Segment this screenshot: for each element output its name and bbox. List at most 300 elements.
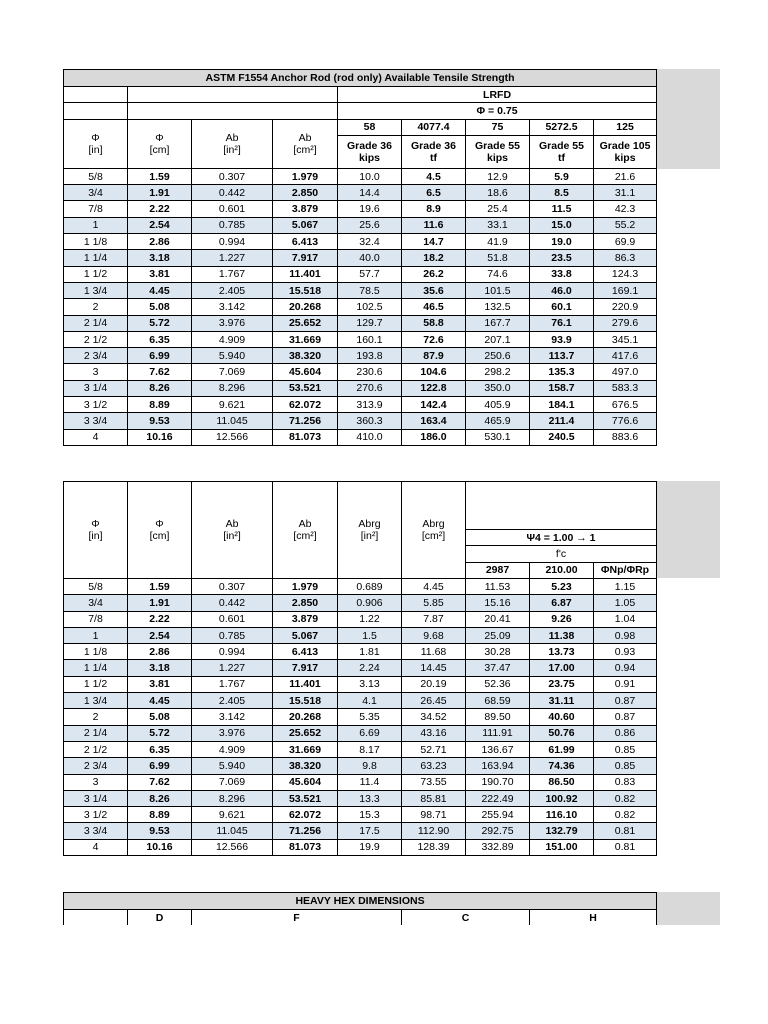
table-cell: 5.35	[338, 709, 402, 725]
table-cell: 102.5	[338, 299, 402, 315]
table-cell: 68.59	[466, 693, 530, 709]
table-cell: 4.1	[338, 693, 402, 709]
table-cell: 6.413	[273, 234, 338, 250]
table-cell: 21.6	[594, 168, 657, 184]
table-cell: 31.1	[594, 185, 657, 201]
table-cell: 52.71	[402, 741, 466, 757]
table-cell: 10.16	[128, 839, 192, 855]
table-cell: 1.04	[594, 611, 657, 627]
table-row	[64, 595, 657, 611]
table-cell: 0.86	[594, 725, 657, 741]
table-cell: 4	[64, 839, 128, 855]
table-row	[64, 380, 657, 396]
table-cell: 116.10	[530, 807, 594, 823]
table-cell: 1	[64, 627, 128, 643]
table-cell: 52.36	[466, 676, 530, 692]
bearing-table	[63, 481, 657, 856]
table-cell: 45.604	[273, 364, 338, 380]
table-cell: 58.8	[402, 315, 466, 331]
table-row	[64, 725, 657, 741]
empty-cell	[64, 910, 128, 926]
table-cell: 8.296	[192, 380, 273, 396]
table-cell: 0.91	[594, 676, 657, 692]
table-cell: 2.850	[273, 185, 338, 201]
table-cell: 417.6	[594, 348, 657, 364]
table-cell: 6.35	[128, 331, 192, 347]
empty-cell	[466, 482, 657, 516]
table-cell: 7.62	[128, 364, 192, 380]
table-cell: 31.669	[273, 331, 338, 347]
table-cell: 4.909	[192, 741, 273, 757]
table-cell: 122.8	[402, 380, 466, 396]
sub-head: 2987	[466, 562, 530, 578]
table-cell: 69.9	[594, 234, 657, 250]
table-cell: 7.069	[192, 774, 273, 790]
table-row	[64, 217, 657, 233]
table-row	[64, 823, 657, 839]
table-cell: 132.79	[530, 823, 594, 839]
table-cell: 25.6	[338, 217, 402, 233]
table-cell: 25.09	[466, 627, 530, 643]
table-cell: 332.89	[466, 839, 530, 855]
table-cell: 1.15	[594, 579, 657, 595]
grade-head: Grade 55 kips	[466, 135, 530, 168]
table-cell: 5.940	[192, 348, 273, 364]
table-cell: 31.669	[273, 741, 338, 757]
table-cell: 18.6	[466, 185, 530, 201]
table-cell: 2 1/2	[64, 331, 128, 347]
head-diam-cm: Φ [cm]	[128, 119, 192, 168]
table-cell: 193.8	[338, 348, 402, 364]
table-cell: 1.227	[192, 660, 273, 676]
empty-cell	[466, 515, 657, 530]
table-cell: 8.17	[338, 741, 402, 757]
table-cell: 0.82	[594, 790, 657, 806]
table-cell: 2 1/4	[64, 725, 128, 741]
table-cell: 17.00	[530, 660, 594, 676]
table-row	[64, 774, 657, 790]
table-cell: 85.81	[402, 790, 466, 806]
sub-head: ΦNp/ΦRp	[594, 562, 657, 578]
head-abrg-cm2: Abrg [cm²]	[402, 482, 466, 579]
table-cell: 1.91	[128, 595, 192, 611]
table-cell: 11.53	[466, 579, 530, 595]
table-cell: 7.917	[273, 250, 338, 266]
table-cell: 1 1/2	[64, 676, 128, 692]
table-cell: 1 3/4	[64, 282, 128, 298]
table-cell: 3 3/4	[64, 823, 128, 839]
table-cell: 8.26	[128, 790, 192, 806]
table-cell: 7/8	[64, 611, 128, 627]
table-cell: 104.6	[402, 364, 466, 380]
table-cell: 465.9	[466, 413, 530, 429]
bearing-table-wrap	[63, 481, 656, 856]
table-cell: 61.99	[530, 741, 594, 757]
table-cell: 0.83	[594, 774, 657, 790]
table-cell: 3/4	[64, 595, 128, 611]
tensile-strength-table	[63, 69, 657, 446]
table-cell: 1.81	[338, 644, 402, 660]
table-cell: 345.1	[594, 331, 657, 347]
table-cell: 40.0	[338, 250, 402, 266]
table-cell: 186.0	[402, 429, 466, 445]
table-cell: 313.9	[338, 397, 402, 413]
table-cell: 7.069	[192, 364, 273, 380]
table-row	[64, 348, 657, 364]
col-head-h: H	[530, 910, 657, 926]
table-row	[64, 331, 657, 347]
table-cell: 4	[64, 429, 128, 445]
table-cell: 2.86	[128, 234, 192, 250]
table-cell: 1.979	[273, 168, 338, 184]
table-cell: 6.87	[530, 595, 594, 611]
table-cell: 4.909	[192, 331, 273, 347]
table-cell: 111.91	[466, 725, 530, 741]
table-cell: 1 1/8	[64, 644, 128, 660]
table-cell: 34.52	[402, 709, 466, 725]
table-cell: 270.6	[338, 380, 402, 396]
table-cell: 1 3/4	[64, 693, 128, 709]
table-cell: 3.142	[192, 299, 273, 315]
table-cell: 89.50	[466, 709, 530, 725]
table-cell: 18.2	[402, 250, 466, 266]
table-cell: 128.39	[402, 839, 466, 855]
table-cell: 0.81	[594, 823, 657, 839]
table-cell: 15.518	[273, 282, 338, 298]
table-cell: 11.6	[402, 217, 466, 233]
table-cell: 1.767	[192, 266, 273, 282]
table2-body	[64, 579, 657, 856]
table-cell: 86.50	[530, 774, 594, 790]
table-cell: 30.28	[466, 644, 530, 660]
table-row	[64, 790, 657, 806]
table-cell: 1.05	[594, 595, 657, 611]
table-cell: 0.81	[594, 839, 657, 855]
head-ab-in2: Ab [in²]	[192, 119, 273, 168]
table-cell: 1.767	[192, 676, 273, 692]
table-cell: 100.92	[530, 790, 594, 806]
table-cell: 15.3	[338, 807, 402, 823]
table-cell: 5.9	[530, 168, 594, 184]
table-cell: 2.54	[128, 627, 192, 643]
table-cell: 0.442	[192, 185, 273, 201]
table-cell: 86.3	[594, 250, 657, 266]
table-cell: 3.879	[273, 201, 338, 217]
table-cell: 2.86	[128, 644, 192, 660]
table-cell: 2.54	[128, 217, 192, 233]
table-cell: 0.689	[338, 579, 402, 595]
table-row	[64, 234, 657, 250]
table-cell: 11.38	[530, 627, 594, 643]
table-cell: 60.1	[530, 299, 594, 315]
table-cell: 583.3	[594, 380, 657, 396]
table-cell: 7.62	[128, 774, 192, 790]
top-val: 75	[466, 119, 530, 135]
table-cell: 0.307	[192, 579, 273, 595]
table-row	[64, 660, 657, 676]
table-row	[64, 250, 657, 266]
table-cell: 45.604	[273, 774, 338, 790]
table1-title: ASTM F1554 Anchor Rod (rod only) Available Tensile Strength	[64, 70, 657, 87]
table-row	[64, 693, 657, 709]
table-cell: 292.75	[466, 823, 530, 839]
table-cell: 360.3	[338, 413, 402, 429]
grade-head: Grade 105 kips	[594, 135, 657, 168]
table-cell: 15.518	[273, 693, 338, 709]
table-cell: 42.3	[594, 201, 657, 217]
table-cell: 2.405	[192, 693, 273, 709]
table-cell: 38.320	[273, 758, 338, 774]
table-cell: 19.0	[530, 234, 594, 250]
table-cell: 62.072	[273, 397, 338, 413]
table-row	[64, 168, 657, 184]
table-cell: 15.16	[466, 595, 530, 611]
method-label: LRFD	[338, 87, 657, 103]
table3-title: HEAVY HEX DIMENSIONS	[64, 893, 657, 910]
head-ab-in2: Ab [in²]	[192, 482, 273, 579]
table-cell: 11.401	[273, 676, 338, 692]
table-row	[64, 611, 657, 627]
table-cell: 93.9	[530, 331, 594, 347]
table-cell: 72.6	[402, 331, 466, 347]
table-cell: 25.652	[273, 315, 338, 331]
table-cell: 25.4	[466, 201, 530, 217]
table-cell: 3.976	[192, 315, 273, 331]
table-cell: 53.521	[273, 790, 338, 806]
fc-label: f'c	[466, 546, 657, 562]
table-cell: 6.35	[128, 741, 192, 757]
table-cell: 74.36	[530, 758, 594, 774]
table-cell: 279.6	[594, 315, 657, 331]
table-cell: 3 1/2	[64, 397, 128, 413]
table-cell: 167.7	[466, 315, 530, 331]
table-cell: 530.1	[466, 429, 530, 445]
table-cell: 7.917	[273, 660, 338, 676]
table-cell: 8.89	[128, 397, 192, 413]
table-cell: 0.601	[192, 201, 273, 217]
table-cell: 3 1/2	[64, 807, 128, 823]
table-cell: 113.7	[530, 348, 594, 364]
table-cell: 14.45	[402, 660, 466, 676]
table-row	[64, 185, 657, 201]
table-cell: 20.268	[273, 709, 338, 725]
table-cell: 676.5	[594, 397, 657, 413]
head-abrg-in2: Abrg [in²]	[338, 482, 402, 579]
table-row	[64, 627, 657, 643]
table-cell: 1.22	[338, 611, 402, 627]
table-cell: 76.1	[530, 315, 594, 331]
table-cell: 14.7	[402, 234, 466, 250]
table-cell: 9.621	[192, 807, 273, 823]
col-head-d: D	[128, 910, 192, 926]
table-cell: 5.08	[128, 709, 192, 725]
table-row	[64, 397, 657, 413]
table-cell: 3	[64, 774, 128, 790]
table-row	[64, 676, 657, 692]
table-cell: 23.5	[530, 250, 594, 266]
table-cell: 135.3	[530, 364, 594, 380]
table-cell: 71.256	[273, 823, 338, 839]
table-cell: 6.5	[402, 185, 466, 201]
table-cell: 4.45	[128, 693, 192, 709]
table-cell: 129.7	[338, 315, 402, 331]
table-cell: 2 3/4	[64, 348, 128, 364]
table-cell: 2	[64, 299, 128, 315]
table-cell: 1.59	[128, 579, 192, 595]
table-cell: 13.3	[338, 790, 402, 806]
table-cell: 5/8	[64, 168, 128, 184]
table-cell: 8.5	[530, 185, 594, 201]
table-cell: 87.9	[402, 348, 466, 364]
table-cell: 11.4	[338, 774, 402, 790]
table-cell: 7.87	[402, 611, 466, 627]
table-cell: 57.7	[338, 266, 402, 282]
table-cell: 33.1	[466, 217, 530, 233]
table-cell: 0.82	[594, 807, 657, 823]
table-cell: 12.9	[466, 168, 530, 184]
table-cell: 46.5	[402, 299, 466, 315]
gray-band-1	[656, 69, 720, 169]
gray-band-2	[656, 481, 720, 578]
table-cell: 6.99	[128, 758, 192, 774]
table-cell: 405.9	[466, 397, 530, 413]
table-cell: 0.785	[192, 627, 273, 643]
table-cell: 81.073	[273, 429, 338, 445]
sub-head: 210.00	[530, 562, 594, 578]
table-cell: 8.26	[128, 380, 192, 396]
table-cell: 1	[64, 217, 128, 233]
table-cell: 4.45	[402, 579, 466, 595]
table-cell: 11.045	[192, 823, 273, 839]
grade-head: Grade 55 tf	[530, 135, 594, 168]
table-row	[64, 709, 657, 725]
table-cell: 19.6	[338, 201, 402, 217]
table-row	[64, 299, 657, 315]
table-cell: 50.76	[530, 725, 594, 741]
table-cell: 169.1	[594, 282, 657, 298]
tensile-strength-table-wrap	[63, 69, 656, 446]
table-cell: 497.0	[594, 364, 657, 380]
table-cell: 1.5	[338, 627, 402, 643]
table-cell: 63.23	[402, 758, 466, 774]
table-cell: 7/8	[64, 201, 128, 217]
table-row	[64, 315, 657, 331]
table-cell: 0.601	[192, 611, 273, 627]
table-cell: 0.87	[594, 693, 657, 709]
table-cell: 0.994	[192, 234, 273, 250]
grade-head: Grade 36 tf	[402, 135, 466, 168]
top-val: 58	[338, 119, 402, 135]
table-cell: 222.49	[466, 790, 530, 806]
table-row	[64, 364, 657, 380]
table-cell: 2.405	[192, 282, 273, 298]
psi-label: Ψ4 = 1.00 → 1	[466, 530, 657, 546]
top-val: 4077.4	[402, 119, 466, 135]
table-cell: 26.45	[402, 693, 466, 709]
table-cell: 136.67	[466, 741, 530, 757]
table-cell: 1.91	[128, 185, 192, 201]
table-cell: 81.073	[273, 839, 338, 855]
table-cell: 3.18	[128, 660, 192, 676]
table-cell: 1.979	[273, 579, 338, 595]
head-diam-in: Φ [in]	[64, 119, 128, 168]
table-row	[64, 839, 657, 855]
table-cell: 11.045	[192, 413, 273, 429]
empty-cell	[64, 103, 128, 119]
table-cell: 240.5	[530, 429, 594, 445]
table-cell: 0.93	[594, 644, 657, 660]
table-row	[64, 429, 657, 445]
table-row	[64, 741, 657, 757]
table-cell: 74.6	[466, 266, 530, 282]
table-cell: 17.5	[338, 823, 402, 839]
table-cell: 31.11	[530, 693, 594, 709]
gray-band-3	[656, 892, 720, 925]
table-cell: 13.73	[530, 644, 594, 660]
table-row	[64, 579, 657, 595]
table-cell: 5.85	[402, 595, 466, 611]
table-cell: 9.621	[192, 397, 273, 413]
table-cell: 2 1/2	[64, 741, 128, 757]
table-cell: 9.8	[338, 758, 402, 774]
table-cell: 62.072	[273, 807, 338, 823]
table-cell: 2.24	[338, 660, 402, 676]
table-cell: 151.00	[530, 839, 594, 855]
table-row	[64, 282, 657, 298]
table-cell: 220.9	[594, 299, 657, 315]
table-cell: 2.850	[273, 595, 338, 611]
table-cell: 207.1	[466, 331, 530, 347]
table-cell: 3 3/4	[64, 413, 128, 429]
table-cell: 3.18	[128, 250, 192, 266]
table-cell: 20.19	[402, 676, 466, 692]
table-cell: 98.71	[402, 807, 466, 823]
table-cell: 2 3/4	[64, 758, 128, 774]
table-cell: 53.521	[273, 380, 338, 396]
table-row	[64, 201, 657, 217]
table-cell: 8.296	[192, 790, 273, 806]
table-cell: 6.413	[273, 644, 338, 660]
head-diam-cm: Φ [cm]	[128, 482, 192, 579]
table-cell: 0.442	[192, 595, 273, 611]
table-row	[64, 644, 657, 660]
table-cell: 33.8	[530, 266, 594, 282]
table-cell: 190.70	[466, 774, 530, 790]
top-val: 125	[594, 119, 657, 135]
table-cell: 3.879	[273, 611, 338, 627]
table-cell: 0.87	[594, 709, 657, 725]
table-cell: 3.142	[192, 709, 273, 725]
table-cell: 350.0	[466, 380, 530, 396]
table-cell: 1.227	[192, 250, 273, 266]
table-cell: 14.4	[338, 185, 402, 201]
table-cell: 3.976	[192, 725, 273, 741]
table-cell: 3	[64, 364, 128, 380]
table-cell: 40.60	[530, 709, 594, 725]
table-cell: 124.3	[594, 266, 657, 282]
table-cell: 211.4	[530, 413, 594, 429]
heavy-hex-table-wrap	[63, 892, 656, 925]
table-cell: 12.566	[192, 429, 273, 445]
table-cell: 158.7	[530, 380, 594, 396]
table-cell: 142.4	[402, 397, 466, 413]
table-row	[64, 807, 657, 823]
table-cell: 11.68	[402, 644, 466, 660]
table-cell: 20.41	[466, 611, 530, 627]
table-cell: 71.256	[273, 413, 338, 429]
table-cell: 0.85	[594, 758, 657, 774]
table-cell: 9.26	[530, 611, 594, 627]
